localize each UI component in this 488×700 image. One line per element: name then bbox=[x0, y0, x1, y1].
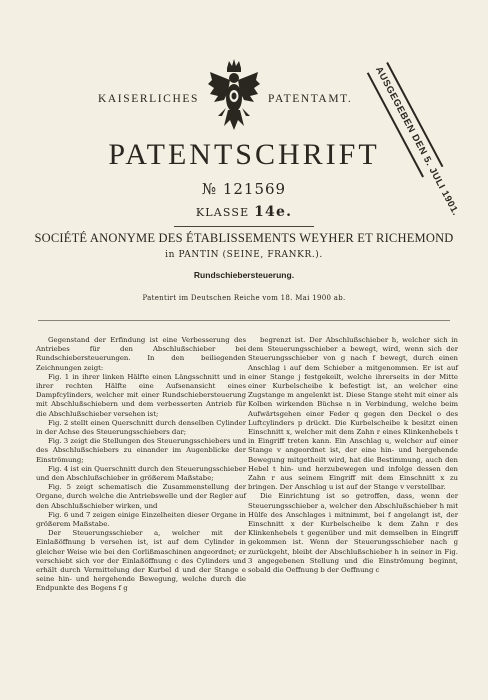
paragraph: Fig. 1 in ihrer linken Hälfte einen Längsschnitt und in ihrer rechten Hälfte eine Aufsenansicht eines Dampfcylinders, welcher mit einer Rundschiebersteuerung mit Abschlußschiebern und dem verbesserten Antrieb für die Abschlußschieber versehen ist; bbox=[36, 372, 246, 418]
patent-date-line: Patentirt im Deutschen Reiche vom 18. Mai 1900 ab. bbox=[142, 294, 346, 302]
divider bbox=[174, 226, 314, 227]
applicant-name: SOCIÉTÉ ANONYME DES ÉTABLISSEMENTS WEYHER ET RICHEMOND bbox=[34, 231, 454, 245]
applicant-place: in PANTIN (SEINE, FRANKR.). bbox=[165, 250, 323, 260]
paragraph: Fig. 5 zeigt schematisch die Zusammenstellung der Organe, durch welche die Antriebswelle und der Regler auf den Abschlußschieber wirken, und bbox=[36, 483, 246, 510]
body-column-right bbox=[248, 336, 458, 575]
patent-number: № 121569 bbox=[201, 180, 287, 198]
paragraph: Fig. 2 stellt einen Querschnitt durch denselben Cylinder in der Achse des Steuerungsschiebers dar; bbox=[36, 418, 246, 437]
body-column-left bbox=[36, 336, 246, 594]
imperial-eagle-icon bbox=[208, 58, 260, 140]
patent-class-value: 14e. bbox=[254, 204, 293, 220]
paragraph: Die Einrichtung ist so getroffen, dass, wenn der Steuerungsschieber a, welcher den Abschlußschieber h mit Hülfe des Anschlages i mitnimmt, bei f angelangt ist, der Einschnitt x der Kurbelscheibe k dem Zahn r des Klinkenhebels t gegenüber und mit demselben in Eingriff gekommen ist. Wenn der Steuerungsschieber nach g zurückgeht, bleibt der Abschlußschieber h in seiner in Fig. 3 angegebenen Stellung und die Einströmung beginnt, sobald die Oeffnung b der Oeffnung c bbox=[248, 492, 458, 575]
header-left: KAISERLICHES bbox=[98, 93, 199, 105]
patent-class bbox=[0, 204, 488, 220]
header-right: PATENTAMT. bbox=[268, 93, 353, 105]
paragraph: begrenzt ist. Der Abschlußschieber h, welcher sich in dem Steuerungsschieber a bewegt, wird, wenn sich der Steuerungsschieber von g nach f bewegt, durch einen Anschlag i auf dem Schieber a mitgenommen. Er ist auf einer Stange j festgekeilt, welche ihrerseits in der Mitte einer Kurbelscheibe k befestigt ist, an welcher eine Zugstange m angelenkt ist. Diese Stange steht mit einer als Kolben wirkenden Büchse n in Verbindung, welche beim Aufwärtsgehen einer Feder q gegen den Deckel o des Luftcylinders p drückt. Die Kurbelscheibe k besitzt einen Einschnitt x, welcher mit dem Zahn r eines Klinkenhebels t in Eingriff treten kann. Ein Anschlag u, welcher auf einer Stange v angeordnet ist, der eine hin- und hergehende Bewegung mitgetheilt wird, hat die Bestimmung, auch den Hebel t hin- und herzubewegen und infolge dessen den Zahn r aus seinem Eingriff mit dem Einschnitt x zu bringen. Der Anschlag u ist auf der Stange v verstellbar. bbox=[248, 336, 458, 492]
document-title: PATENTSCHRIFT bbox=[108, 138, 380, 171]
paragraph: Gegenstand der Erfindung ist eine Verbesserung des Antriebes für den Abschlußschieber bei Rundschiebersteuerungen. In den beiliegenden Zeichnungen zeigt: bbox=[36, 336, 246, 372]
issue-date-stamp: AUSGEGEBEN DEN 5. JULI 1901. bbox=[367, 62, 444, 177]
paragraph: Der Steuerungsschieber a, welcher mit der Einlaßöffnung b versehen ist, ist auf dem Cylinder in gleicher Weise wie bei den Corlißmaschinen angeordnet; er verschiebt sich vor der Einlaßöffnung c des Cylinders und erhält durch Vermittelung der Kurbel d und der Stange e seine hin- und hergehende Bewegung, welche durch die Endpunkte des Bogens f g bbox=[36, 529, 246, 593]
paragraph: Fig. 6 und 7 zeigen einige Einzelheiten dieser Organe in größerem Maßstabe. bbox=[36, 510, 246, 529]
divider bbox=[38, 320, 450, 321]
patent-subject: Rundschiebersteuerung. bbox=[193, 270, 295, 280]
patent-class-label: KLASSE bbox=[195, 206, 250, 219]
paragraph: Fig. 4 ist ein Querschnitt durch den Steuerungsschieber und den Abschlußschieber in größerem Maßstabe; bbox=[36, 464, 246, 483]
paragraph: Fig. 3 zeigt die Stellungen des Steuerungsschiebers und des Abschlußschiebers zu einander im Augenblicke der Einströmung; bbox=[36, 437, 246, 464]
